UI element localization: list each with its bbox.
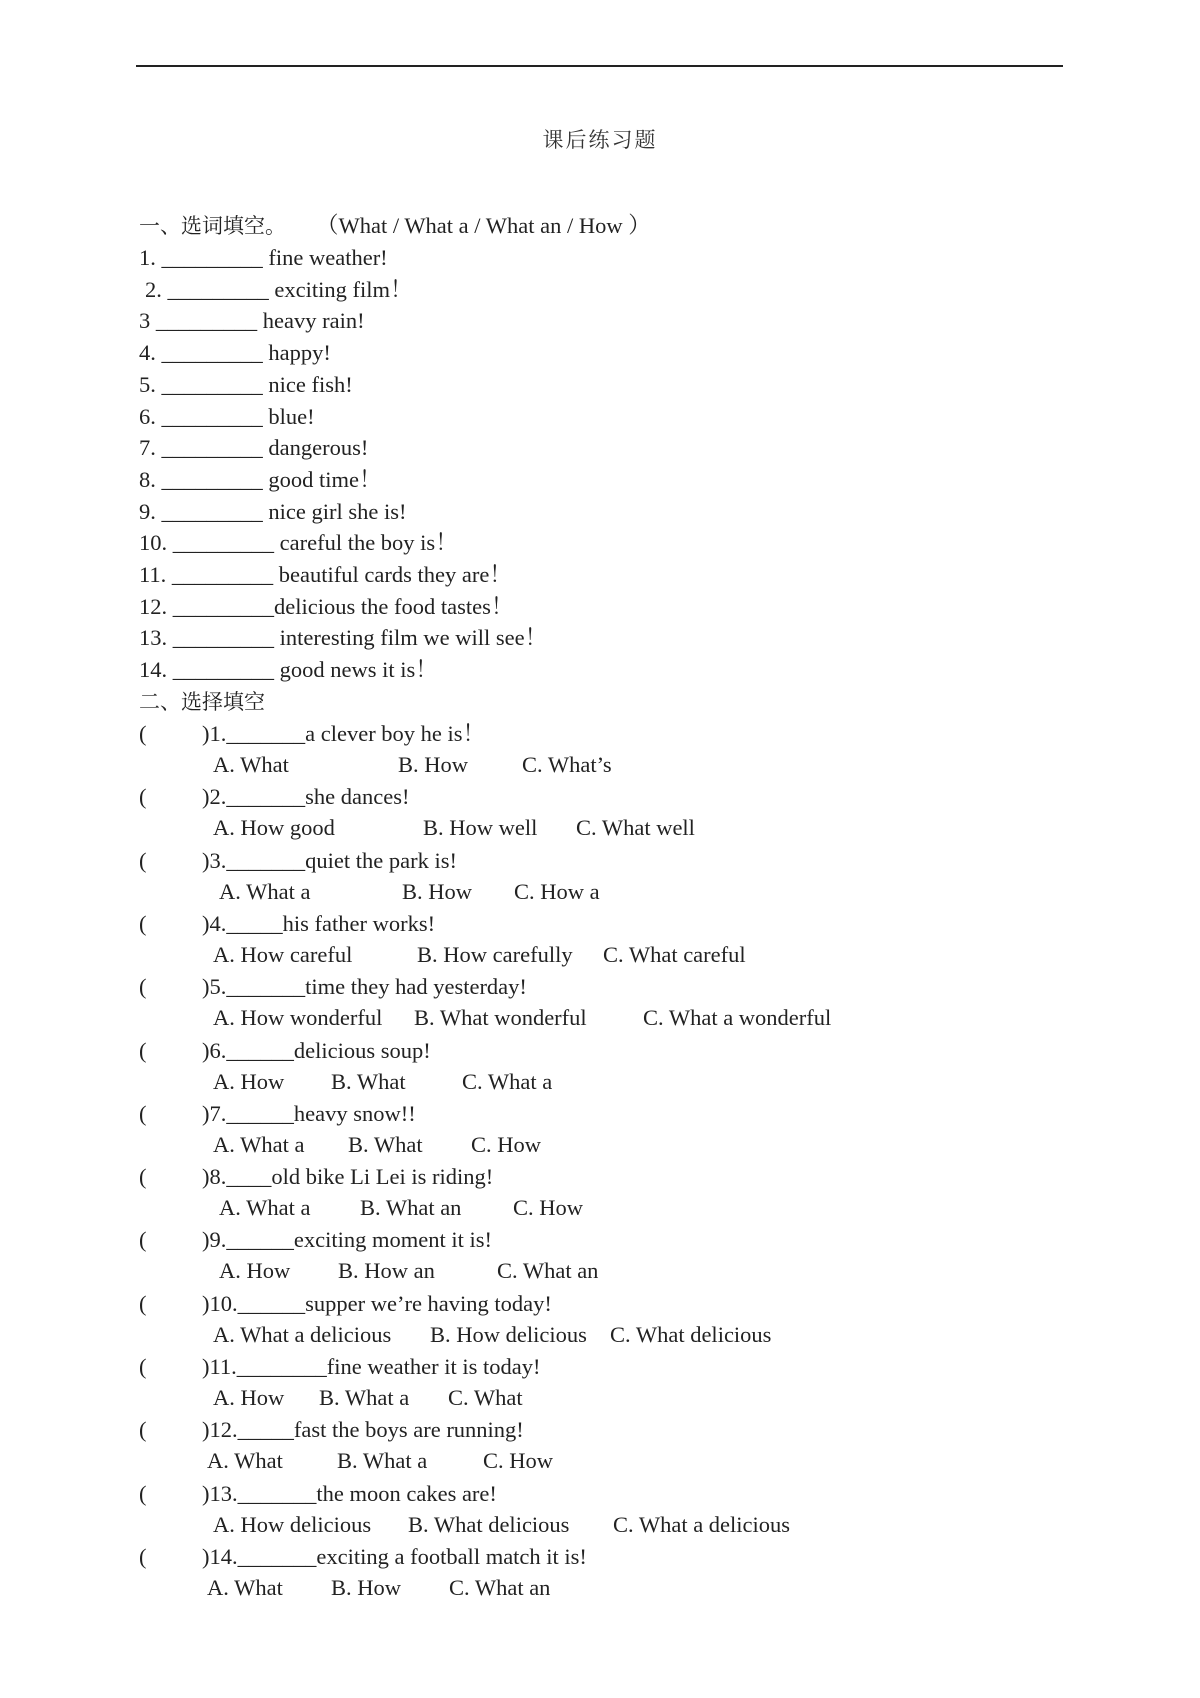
option-c: C. What a delicious [613,1512,791,1537]
fill-blank-item: 5. _________ nice fish! [139,372,353,397]
question-stem: )13._______the moon cakes are! [202,1481,497,1506]
option-a: A. What a delicious [213,1322,392,1347]
question-answer-paren: ( [139,784,147,809]
option-c: C. What well [576,815,695,840]
option-b: B. What a [337,1448,428,1473]
question-stem: )5._______time they had yesterday! [202,974,527,999]
question-stem: )11.________fine weather it is today! [202,1354,541,1379]
question-stem: )9.______exciting moment it is! [202,1227,492,1252]
option-c: C. How [483,1448,554,1473]
option-c: C. What a [462,1069,553,1094]
option-a: A. What [207,1448,283,1473]
option-b: B. What an [360,1195,462,1220]
question-answer-paren: ( [139,1417,147,1442]
question-answer-paren: ( [139,1227,147,1252]
question-answer-paren: ( [139,1354,147,1379]
question-answer-paren: ( [139,721,147,746]
option-a: A. How [213,1385,285,1410]
option-b: B. How [402,879,473,904]
option-c: C. What’s [522,752,612,777]
fill-blank-item: 3 _________ heavy rain! [139,308,365,333]
fill-blank-item: 2. _________ exciting film！ [145,277,413,302]
option-c: C. How [513,1195,584,1220]
option-c: C. What careful [603,942,746,967]
section1-word-options: （What / What a / What an / How ） [316,213,651,238]
question-answer-paren: ( [139,1164,147,1189]
option-c: C. How [471,1132,542,1157]
question-stem: )8.____old bike Li Lei is riding! [202,1164,494,1189]
option-b: B. What delicious [408,1512,570,1537]
option-a: A. How good [213,815,335,840]
option-c: C. What [448,1385,523,1410]
question-stem: )2._______she dances! [202,784,410,809]
option-a: A. How careful [213,942,353,967]
question-stem: )1._______a clever boy he is！ [202,721,486,746]
question-answer-paren: ( [139,1101,147,1126]
option-b: B. What [348,1132,423,1157]
fill-blank-item: 4. _________ happy! [139,340,331,365]
option-a: A. What a [219,1195,311,1220]
question-stem: )12._____fast the boys are running! [202,1417,524,1442]
option-c: C. What an [449,1575,551,1600]
option-c: C. What an [497,1258,599,1283]
fill-blank-item: 1. _________ fine weather! [139,245,388,270]
option-c: C. How a [514,879,600,904]
question-stem: )10.______supper we’re having today! [202,1291,552,1316]
option-a: A. How [219,1258,291,1283]
question-answer-paren: ( [139,1481,147,1506]
fill-blank-item: 12. _________delicious the food tastes！ [139,594,514,619]
question-answer-paren: ( [139,974,147,999]
fill-blank-item: 7. _________ dangerous! [139,435,369,460]
page-title: 课后练习题 [542,128,658,152]
question-answer-paren: ( [139,848,147,873]
option-a: A. What a [213,1132,305,1157]
question-answer-paren: ( [139,911,147,936]
section2-heading: 二、选择填空 [139,690,265,714]
fill-blank-item: 11. _________ beautiful cards they are！ [139,562,512,587]
option-b: B. How [398,752,469,777]
fill-blank-item: 9. _________ nice girl she is! [139,499,407,524]
option-b: B. What [331,1069,406,1094]
fill-blank-item: 10. _________ careful the boy is！ [139,530,458,555]
option-b: B. How [331,1575,402,1600]
option-c: C. What delicious [610,1322,772,1347]
option-b: B. How carefully [417,942,573,967]
section1-heading: 一、选词填空。 [139,214,286,238]
option-a: A. What a [219,879,311,904]
option-b: B. What a [319,1385,410,1410]
question-answer-paren: ( [139,1038,147,1063]
question-stem: )4._____his father works! [202,911,436,936]
option-b: B. How well [423,815,538,840]
question-stem: )14._______exciting a football match it is! [202,1544,587,1569]
header-rule [136,65,1063,67]
question-answer-paren: ( [139,1544,147,1569]
question-stem: )6.______delicious soup! [202,1038,431,1063]
question-stem: )3._______quiet the park is! [202,848,457,873]
option-a: A. What [207,1575,283,1600]
option-b: B. How an [338,1258,435,1283]
question-stem: )7.______heavy snow!! [202,1101,416,1126]
option-a: A. How delicious [213,1512,372,1537]
option-c: C. What a wonderful [643,1005,832,1030]
fill-blank-item: 8. _________ good time！ [139,467,382,492]
option-a: A. How [213,1069,285,1094]
option-a: A. What [213,752,289,777]
option-a: A. How wonderful [213,1005,383,1030]
question-answer-paren: ( [139,1291,147,1316]
fill-blank-item: 13. _________ interesting film we will see！ [139,625,548,650]
option-b: B. What wonderful [414,1005,587,1030]
fill-blank-item: 14. _________ good news it is！ [139,657,438,682]
fill-blank-item: 6. _________ blue! [139,404,315,429]
option-b: B. How delicious [430,1322,587,1347]
